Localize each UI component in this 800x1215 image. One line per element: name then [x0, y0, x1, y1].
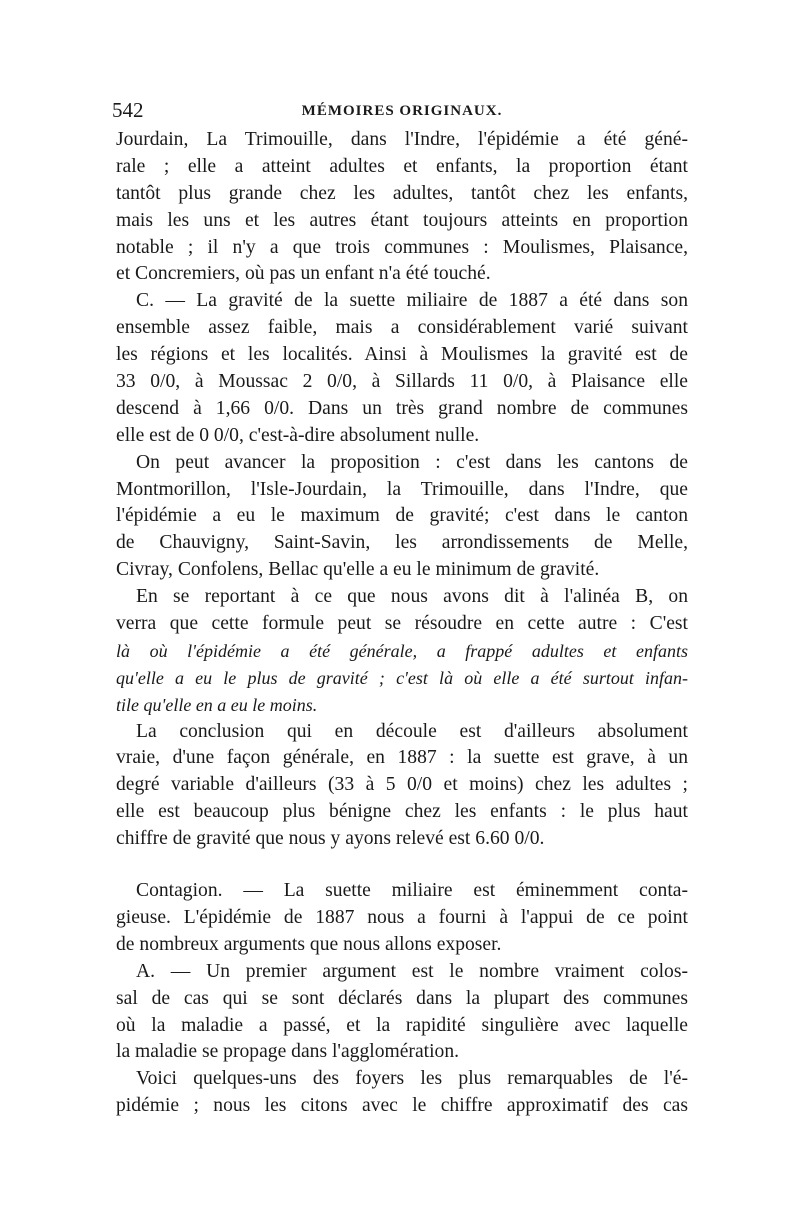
text-line: la maladie se propage dans l'agglomération. — [116, 1041, 460, 1063]
text-line: de nombreux arguments que nous allons exposer. — [116, 933, 502, 955]
text-line: notable ; il n'y a que trois communes : Moulismes, Plaisance, — [116, 236, 688, 258]
text-line: mais les uns et les autres étant toujours atteints en proportion — [116, 209, 688, 231]
text-line: A. — Un premier argument est le nombre vraiment colos- — [136, 960, 688, 982]
text-line: où la maladie a passé, et la rapidité singulière avec laquelle — [116, 1014, 688, 1036]
text-line: l'épidémie a eu le maximum de gravité; c'est dans le canton — [116, 505, 688, 527]
text-line: Voici quelques-uns des foyers les plus remarquables de l'é- — [136, 1068, 688, 1090]
text-line: Jourdain, La Trimouille, dans l'Indre, l'épidémie a été géné- — [116, 129, 688, 150]
italic-text-line: qu'elle a eu le plus de gravité ; c'est là où elle a été surtout infan- — [116, 667, 688, 688]
text-line: chiffre de gravité que nous y ayons relevé est 6.60 0/0. — [116, 828, 545, 850]
text-line: gieuse. L'épidémie de 1887 nous a fourni à l'appui de ce point — [116, 906, 688, 928]
paragraph-contagion — [116, 878, 688, 959]
text-line: degré variable d'ailleurs (33 à 5 0/0 et moins) chez les adultes ; — [116, 774, 688, 796]
text-line: et Concremiers, où pas un enfant n'a été touché. — [116, 263, 491, 285]
text-line: Civray, Confolens, Bellac qu'elle a eu le minimum de gravité. — [116, 559, 600, 581]
paragraph-conclusion — [116, 719, 688, 853]
paragraph-gravity — [116, 288, 688, 449]
paragraph-proposition — [116, 450, 688, 584]
text-line: les régions et les localités. Ainsi à Moulismes la gravité est de — [116, 344, 688, 366]
text-line: 33 0/0, à Moussac 2 0/0, à Sillards 11 0/0, à Plaisance elle — [116, 371, 688, 393]
text-line: rale ; elle a atteint adultes et enfants, la proportion étant — [116, 155, 688, 177]
paragraph-argument-a — [116, 959, 688, 1067]
text-line: descend à 1,66 0/0. Dans un très grand nombre de communes — [116, 397, 688, 419]
text-line: elle est de 0 0/0, c'est-à-dire absolument nulle. — [116, 424, 480, 446]
text-line: sal de cas qui se sont déclarés dans la plupart des communes — [116, 987, 688, 1009]
section-gap — [116, 853, 688, 878]
text-line: ensemble assez faible, mais a considérablement varié suivant — [116, 317, 688, 339]
paragraph-foyers — [116, 1066, 688, 1120]
text-line: La conclusion qui en découle est d'ailleurs absolument — [136, 720, 688, 742]
text-line: vraie, d'une façon générale, en 1887 : la suette est grave, à un — [116, 747, 688, 769]
paragraph-continuation — [116, 127, 688, 288]
text-line: verra que cette formule peut se résoudre en cette autre : C'est — [116, 613, 688, 635]
text-line: En se reportant à ce que nous avons dit à l'alinéa B, on — [136, 586, 688, 608]
paragraph-alinea-b — [116, 584, 688, 718]
text-line: C. — La gravité de la suette miliaire de 1887 a été dans son — [136, 290, 688, 312]
text-line: Montmorillon, l'Isle-Jourdain, la Trimouille, dans l'Indre, que — [116, 478, 688, 500]
text-line: Contagion. — La suette miliaire est éminemment conta- — [136, 880, 688, 902]
italic-text-line: tile qu'elle en a eu le moins. — [116, 694, 318, 715]
text-line: tantôt plus grande chez les adultes, tantôt chez les enfants, — [116, 182, 688, 204]
text-line: de Chauvigny, Saint-Savin, les arrondissements de Melle, — [116, 532, 688, 554]
running-title: MÉMOIRES ORIGINAUX. — [301, 103, 503, 119]
text-line: elle est beaucoup plus bénigne chez les enfants : le plus haut — [116, 801, 688, 823]
text-line: On peut avancer la proposition : c'est dans les cantons de — [136, 451, 688, 473]
document-page — [112, 96, 688, 1120]
page-number: 542 — [112, 98, 144, 122]
text-line: pidémie ; nous les citons avec le chiffre approximatif des cas — [116, 1095, 688, 1117]
running-head — [112, 96, 688, 124]
italic-text-line: là où l'épidémie a été générale, a frappé adultes et enfants — [116, 640, 688, 661]
